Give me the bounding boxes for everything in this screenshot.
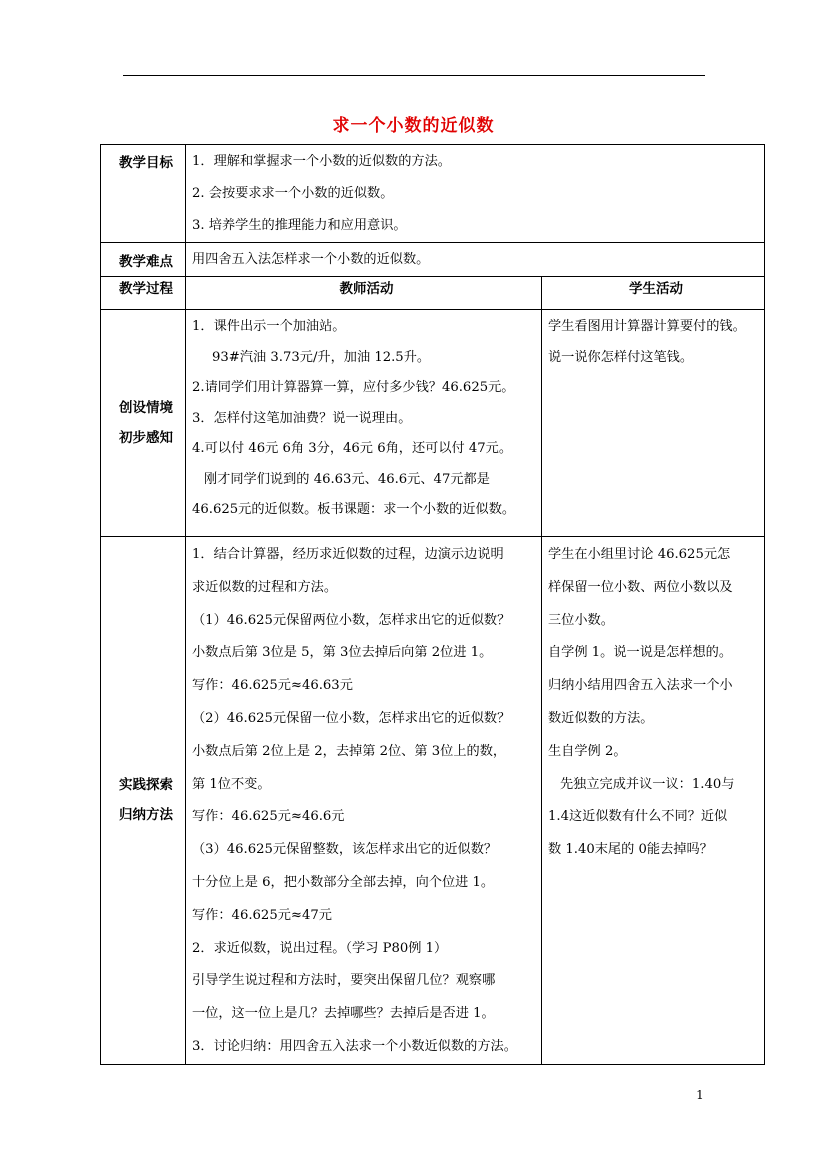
label-teaching-difficulty	[101, 243, 186, 277]
goal-item: 3. 培养学生的推理能力和应用意识。	[192, 218, 407, 233]
student-line: 数 1.40末尾的 0能去掉吗？	[548, 842, 713, 858]
teacher-line: （3）46.625元保留整数，该怎样求出它的近似数？	[192, 842, 498, 858]
row-process-header	[101, 277, 765, 310]
section-1-teacher-cell	[186, 310, 542, 537]
difficulty-cell	[186, 243, 765, 277]
page-number: 1	[696, 1088, 704, 1102]
teacher-line: 写作：46.625元≈46.6元	[192, 809, 345, 825]
student-line: 学生看图用计算器计算要付的钱。	[548, 319, 746, 334]
teacher-line: 2.请同学们用计算器算一算，应付多少钱？46.625元。	[192, 380, 515, 395]
difficulty-text: 用四舍五入法怎样求一个小数的近似数。	[192, 251, 430, 267]
section-2-student-cell	[542, 537, 765, 1065]
document-title: 求一个小数的近似数	[332, 116, 495, 136]
student-line: 三位小数。	[548, 612, 614, 628]
teacher-line: 93#汽油 3.73元/升，加油 12.5升。	[212, 349, 431, 365]
student-line: 自学例 1。说一说是怎样想的。	[548, 645, 733, 661]
teacher-line: 刚才同学们说到的 46.63元、46.6元、47元都是	[204, 471, 490, 487]
teacher-line: 写作：46.625元≈46.63元	[192, 678, 353, 694]
teacher-line: （2）46.625元保留一位小数，怎样求出它的近似数？	[192, 710, 511, 726]
teacher-line: 一位，这一位上是几？去掉哪些？去掉后是否进 1。	[192, 1006, 495, 1022]
teacher-line: （1）46.625元保留两位小数，怎样求出它的近似数？	[192, 612, 511, 628]
teacher-line: 引导学生说过程和方法时，要突出保留几位？观察哪	[192, 973, 496, 989]
goal-item: 1．理解和掌握求一个小数的近似数的方法。	[192, 154, 451, 169]
header-student-activity: 学生活动	[542, 277, 765, 310]
goal-item: 2. 会按要求求一个小数的近似数。	[192, 186, 394, 201]
teacher-line: 求近似数的过程和方法。	[192, 579, 338, 595]
teacher-line: 写作：46.625元≈47元	[192, 907, 332, 923]
label-section-2-line2: 归纳方法	[119, 807, 173, 824]
label-section-1-line2: 初步感知	[119, 430, 173, 446]
teacher-line: 1．课件出示一个加油站。	[192, 319, 346, 334]
row-section-2	[101, 537, 765, 1065]
section-1-student-cell	[542, 310, 765, 537]
teacher-line: 第 1位不变。	[192, 776, 271, 792]
student-line: 说一说你怎样付这笔钱。	[548, 349, 694, 365]
label-section-2-line1: 实践探索	[119, 777, 173, 794]
teacher-line: 46.625元的近似数。板书课题：求一个小数的近似数。	[192, 502, 516, 517]
lesson-plan-table	[100, 144, 765, 1065]
row-teaching-goals	[101, 145, 765, 243]
header-teacher-activity: 教师活动	[186, 277, 542, 310]
label-teaching-process: 教学过程	[101, 277, 186, 310]
row-section-1	[101, 310, 765, 537]
goals-cell	[186, 145, 765, 243]
student-line: 1.4这近似数有什么不同？近似	[548, 809, 728, 825]
teacher-line: 小数点后第 3位是 5，第 3位去掉后向第 2位进 1。	[192, 645, 493, 661]
student-line: 数近似数的方法。	[548, 710, 654, 726]
row-teaching-difficulty	[101, 243, 765, 277]
label-teaching-goals-text: 教学目标	[119, 155, 173, 171]
section-2-teacher-cell	[186, 537, 542, 1065]
teacher-line: 4.可以付 46元 6角 3分，46元 6角，还可以付 47元。	[192, 441, 513, 456]
student-line: 样保留一位小数、两位小数以及	[548, 579, 733, 595]
label-teaching-difficulty-text: 教学难点	[119, 253, 173, 270]
label-section-1-line1: 创设情境	[119, 400, 173, 416]
label-section-2	[101, 537, 186, 1065]
student-line: 学生在小组里讨论 46.625元怎	[548, 547, 731, 562]
teacher-line: 3．怎样付这笔加油费？说一说理由。	[192, 410, 412, 426]
label-section-1	[101, 310, 186, 537]
student-line: 归纳小结用四舍五入法求一个小	[548, 678, 733, 694]
teacher-line: 1．结合计算器，经历求近似数的过程，边演示边说明	[192, 547, 504, 562]
teacher-line: 3．讨论归纳：用四舍五入法求一个小数近似数的方法。	[192, 1038, 517, 1054]
teacher-line: 2．求近似数，说出过程。（学习 P80例 1）	[192, 940, 448, 956]
teacher-line: 小数点后第 2位上是 2，去掉第 2位、第 3位上的数，	[192, 743, 507, 759]
header-rule	[123, 75, 705, 76]
label-teaching-goals	[101, 145, 186, 243]
student-line: 生自学例 2。	[548, 743, 627, 759]
teacher-line: 十分位上是 6，把小数部分全部去掉，向个位进 1。	[192, 874, 495, 890]
student-line: 先独立完成并议一议：1.40与	[560, 776, 735, 792]
